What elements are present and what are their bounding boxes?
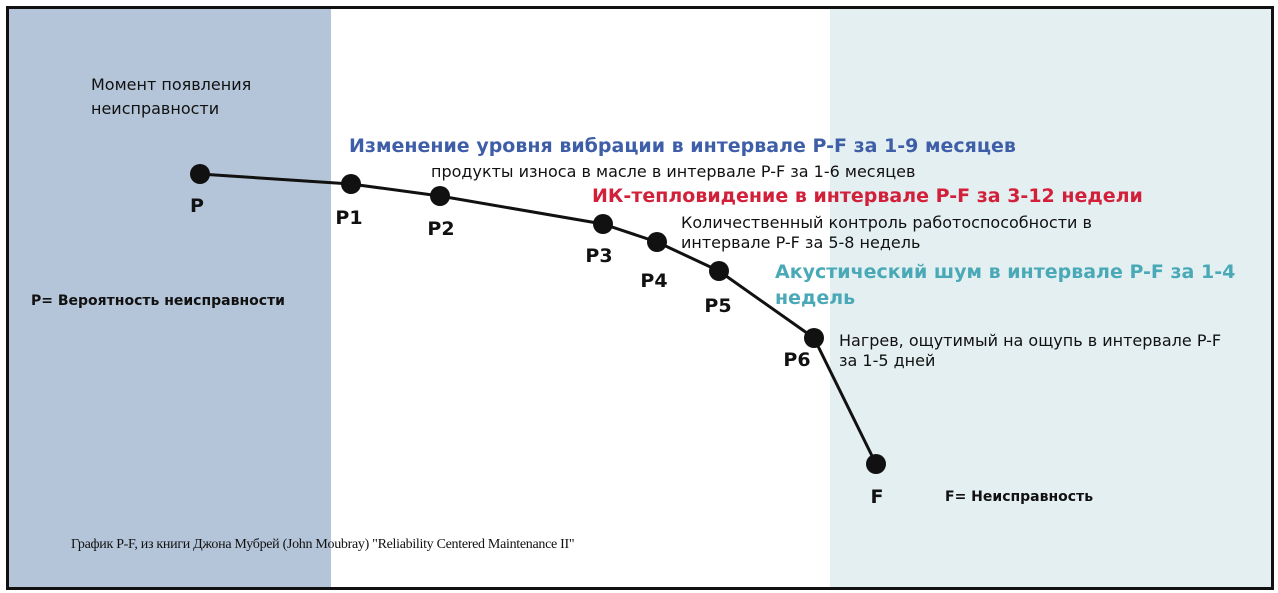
f-definition: F= Неисправность [945, 489, 1094, 505]
acoustic-annotation: Акустический шум в интервале P-F за 1-4 недель [775, 261, 1236, 309]
point-marker-p1 [341, 174, 361, 194]
point-label-p2: P2 [427, 218, 455, 240]
point-marker-p [190, 164, 210, 184]
point-label-p: P [190, 195, 204, 217]
point-label-p1: P1 [335, 207, 363, 229]
point-label-p5: P5 [704, 295, 732, 317]
point-marker-p3 [593, 214, 613, 234]
point-marker-f [866, 454, 886, 474]
failure-onset-label: Момент появления неисправности [91, 75, 252, 118]
curve-points [190, 164, 886, 474]
point-label-f: F [870, 486, 884, 508]
infrared-annotation: ИК-тепловидение в интервале P-F за 3-12 недели [592, 185, 1143, 207]
source-caption: График P-F, из книги Джона Мубрей (John Moubray) "Reliability Centered Maintenance II" [71, 537, 575, 552]
point-label-p6: P6 [783, 349, 811, 371]
point-label-p4: P4 [640, 270, 668, 292]
point-marker-p4 [647, 232, 667, 252]
heat-annotation: Нагрев, ощутимый на ощупь в интервале P-F за 1-5 дней [839, 331, 1222, 370]
point-marker-p6 [804, 328, 824, 348]
point-label-p3: P3 [585, 245, 613, 267]
point-marker-p2 [430, 186, 450, 206]
vibration-annotation: Изменение уровня вибрации в интервале P-F за 1-9 месяцев [349, 135, 1016, 157]
performance-annotation: Количественный контроль работоспособности в интервале P-F за 5-8 недель [681, 213, 1092, 252]
p-definition: P= Вероятность неисправности [31, 293, 285, 309]
pf-diagram [6, 6, 1274, 590]
oil-annotation: продукты износа в масле в интервале P-F за 1-6 месяцев [431, 162, 916, 181]
point-marker-p5 [709, 261, 729, 281]
